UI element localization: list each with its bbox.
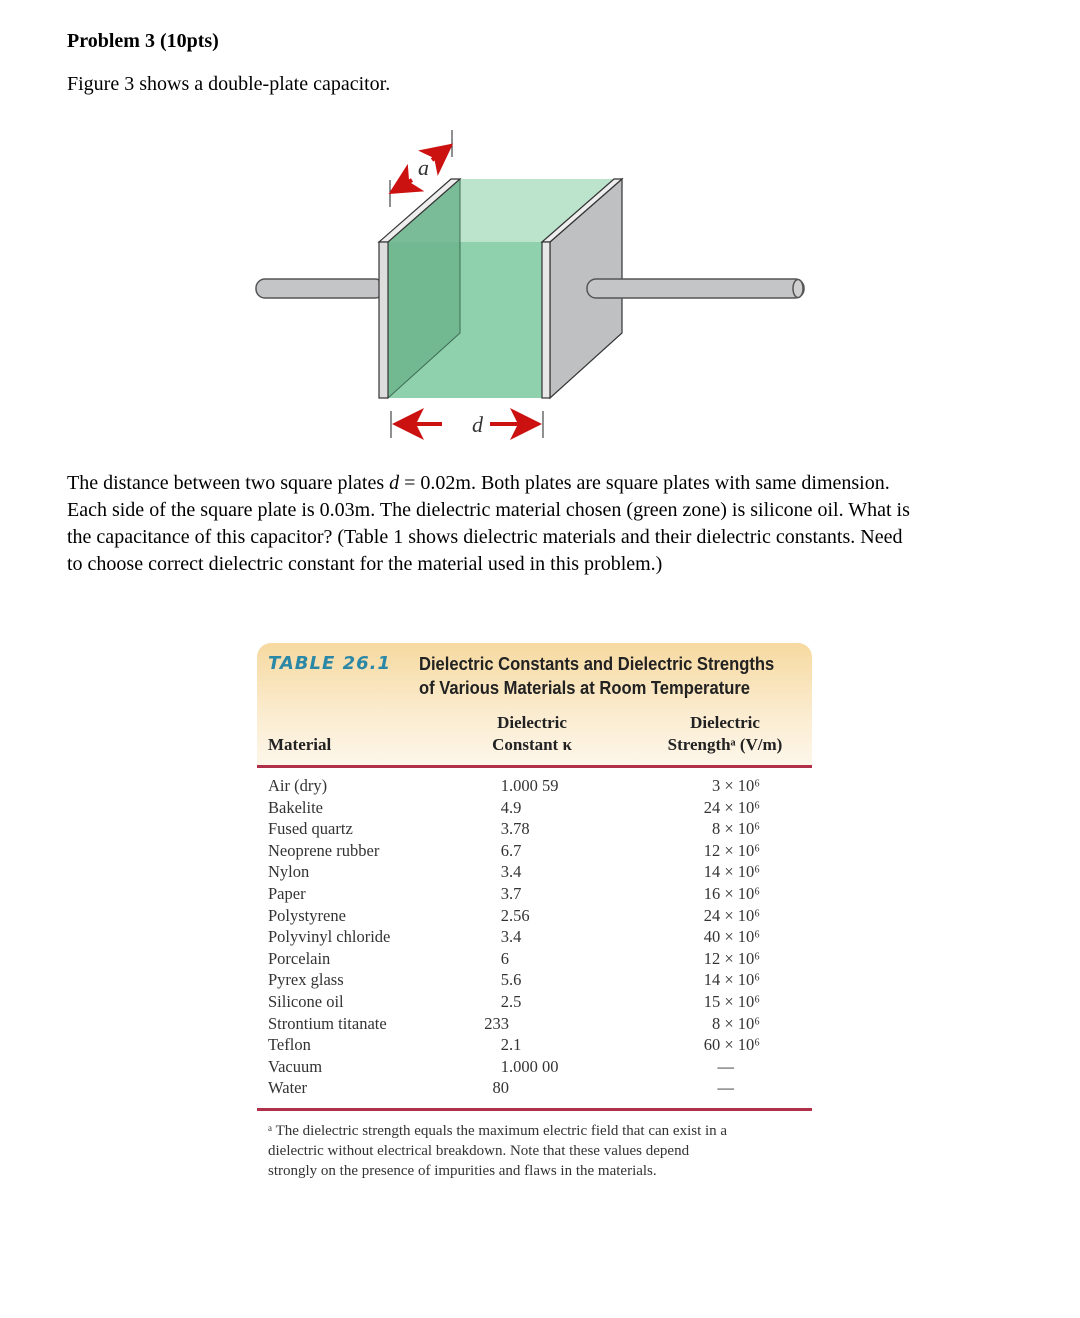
header-line: Strengthᵃ (V/m) (667, 735, 783, 754)
strength-cell: 8 × 10⁶ (711, 819, 760, 839)
col-header-constant (457, 712, 607, 756)
table-header (257, 643, 812, 767)
paragraph-line (67, 472, 890, 495)
table-row (257, 992, 812, 1014)
constant-cell: 6.7 (500, 840, 522, 860)
material-cell: Neoprene rubber (268, 840, 380, 860)
footer-rule (257, 1108, 812, 1111)
strength-cell: — (717, 1056, 734, 1076)
problem-heading: Problem 3 (10pts) (67, 30, 219, 52)
material-cell: Water (268, 1078, 307, 1098)
constant-cell: 2.1 (500, 1035, 522, 1055)
material-cell: Paper (268, 884, 306, 903)
table-row (257, 819, 812, 841)
table-row (257, 798, 812, 820)
constant-cell: 3.4 (500, 927, 522, 947)
table-footnote (268, 1121, 727, 1181)
strength-cell: 14 × 10⁶ (703, 970, 760, 990)
strength-cell: 14 × 10⁶ (703, 862, 760, 882)
material-cell: Silicone oil (268, 992, 344, 1011)
strength-cell: 3 × 10⁶ (711, 776, 760, 795)
strength-cell: 12 × 10⁶ (703, 840, 760, 860)
variable-d: d (389, 472, 400, 494)
strength-cell: — (717, 1078, 734, 1098)
table-row (257, 1035, 812, 1057)
strength-cell: 15 × 10⁶ (703, 992, 760, 1011)
material-cell: Porcelain (268, 948, 331, 968)
material-cell: Bakelite (268, 797, 323, 817)
material-cell: Polyvinyl chloride (268, 927, 391, 947)
table-row (257, 949, 812, 971)
material-cell: Nylon (268, 862, 310, 882)
constant-cell: 2.56 (500, 905, 530, 925)
footnote-line: ᵃ The dielectric strength equals the maximum electric field that can exist in a (268, 1123, 728, 1139)
strength-cell: 40 × 10⁶ (703, 927, 760, 947)
constant-cell: 5.6 (500, 970, 522, 990)
constant-cell: 80 (492, 1078, 509, 1098)
dimension-d-arrow (391, 411, 543, 438)
constant-cell: 3.4 (500, 862, 522, 882)
footnote-line: dielectric without electrical breakdown. Note that these values depend (268, 1143, 690, 1159)
strength-cell: 16 × 10⁶ (703, 884, 760, 903)
table-row (257, 841, 812, 863)
header-line: Constant κ (492, 735, 572, 754)
material-cell: Vacuum (268, 1056, 323, 1076)
dielectric-table (257, 643, 812, 1203)
table-row (257, 970, 812, 992)
paragraph-line: the capacitance of this capacitor? (Table 1 shows dielectric materials and their dielectric constants. Need (67, 526, 903, 548)
strength-cell: 24 × 10⁶ (703, 797, 760, 817)
table-row (257, 1014, 812, 1036)
strength-cell: 8 × 10⁶ (711, 1013, 760, 1033)
constant-cell: 2.5 (500, 992, 522, 1011)
left-lead-wire (256, 279, 384, 298)
col-header-strength (647, 712, 803, 756)
table-row (257, 862, 812, 884)
constant-cell: 1.000 00 (500, 1056, 559, 1076)
table-title (419, 652, 774, 700)
figure-intro: Figure 3 shows a double-plate capacitor. (67, 73, 391, 95)
table-row (257, 927, 812, 949)
header-line: Dielectric (690, 713, 760, 732)
table-row (257, 906, 812, 928)
table-row (257, 1057, 812, 1079)
material-cell: Strontium titanate (268, 1013, 387, 1033)
table-row (257, 776, 812, 798)
table-row (257, 1078, 812, 1100)
right-lead-wire (587, 279, 804, 298)
table-label: TABLE 26.1 (268, 653, 391, 674)
header-rule (257, 765, 812, 768)
constant-cell: 4.9 (500, 797, 522, 817)
label-d: d (472, 412, 483, 437)
capacitor-figure (0, 0, 1080, 460)
strength-cell: 12 × 10⁶ (703, 948, 760, 968)
material-cell: Air (dry) (268, 776, 328, 795)
paragraph-line: to choose correct dielectric constant for the material used in this problem.) (67, 553, 663, 575)
col-header-material: Material (268, 735, 332, 754)
label-a: a (418, 155, 429, 180)
title-line: of Various Materials at Room Temperature (419, 678, 750, 698)
text: = 0.02m. Both plates are square plates with same dimension. (399, 472, 890, 494)
text: The distance between two square plates (67, 472, 390, 494)
constant-cell: 6 (500, 948, 509, 968)
header-line: Dielectric (497, 713, 567, 732)
material-cell: Pyrex glass (268, 970, 344, 990)
strength-cell: 60 × 10⁶ (703, 1035, 760, 1055)
constant-cell: 1.000 59 (500, 776, 559, 795)
title-line: Dielectric Constants and Dielectric Strengths (419, 654, 775, 674)
constant-cell: 3.7 (500, 884, 522, 903)
footnote-line: strongly on the presence of impurities and flaws in the materials. (268, 1163, 657, 1179)
material-cell: Teflon (268, 1035, 311, 1055)
material-cell: Fused quartz (268, 819, 353, 839)
constant-cell: 233 (484, 1013, 509, 1033)
material-cell: Polystyrene (268, 905, 346, 925)
paragraph-line: Each side of the square plate is 0.03m. The dielectric material chosen (green zone) is silicone oil. What is (67, 499, 910, 521)
constant-cell: 3.78 (500, 819, 530, 839)
strength-cell: 24 × 10⁶ (703, 905, 760, 925)
table-row (257, 884, 812, 906)
